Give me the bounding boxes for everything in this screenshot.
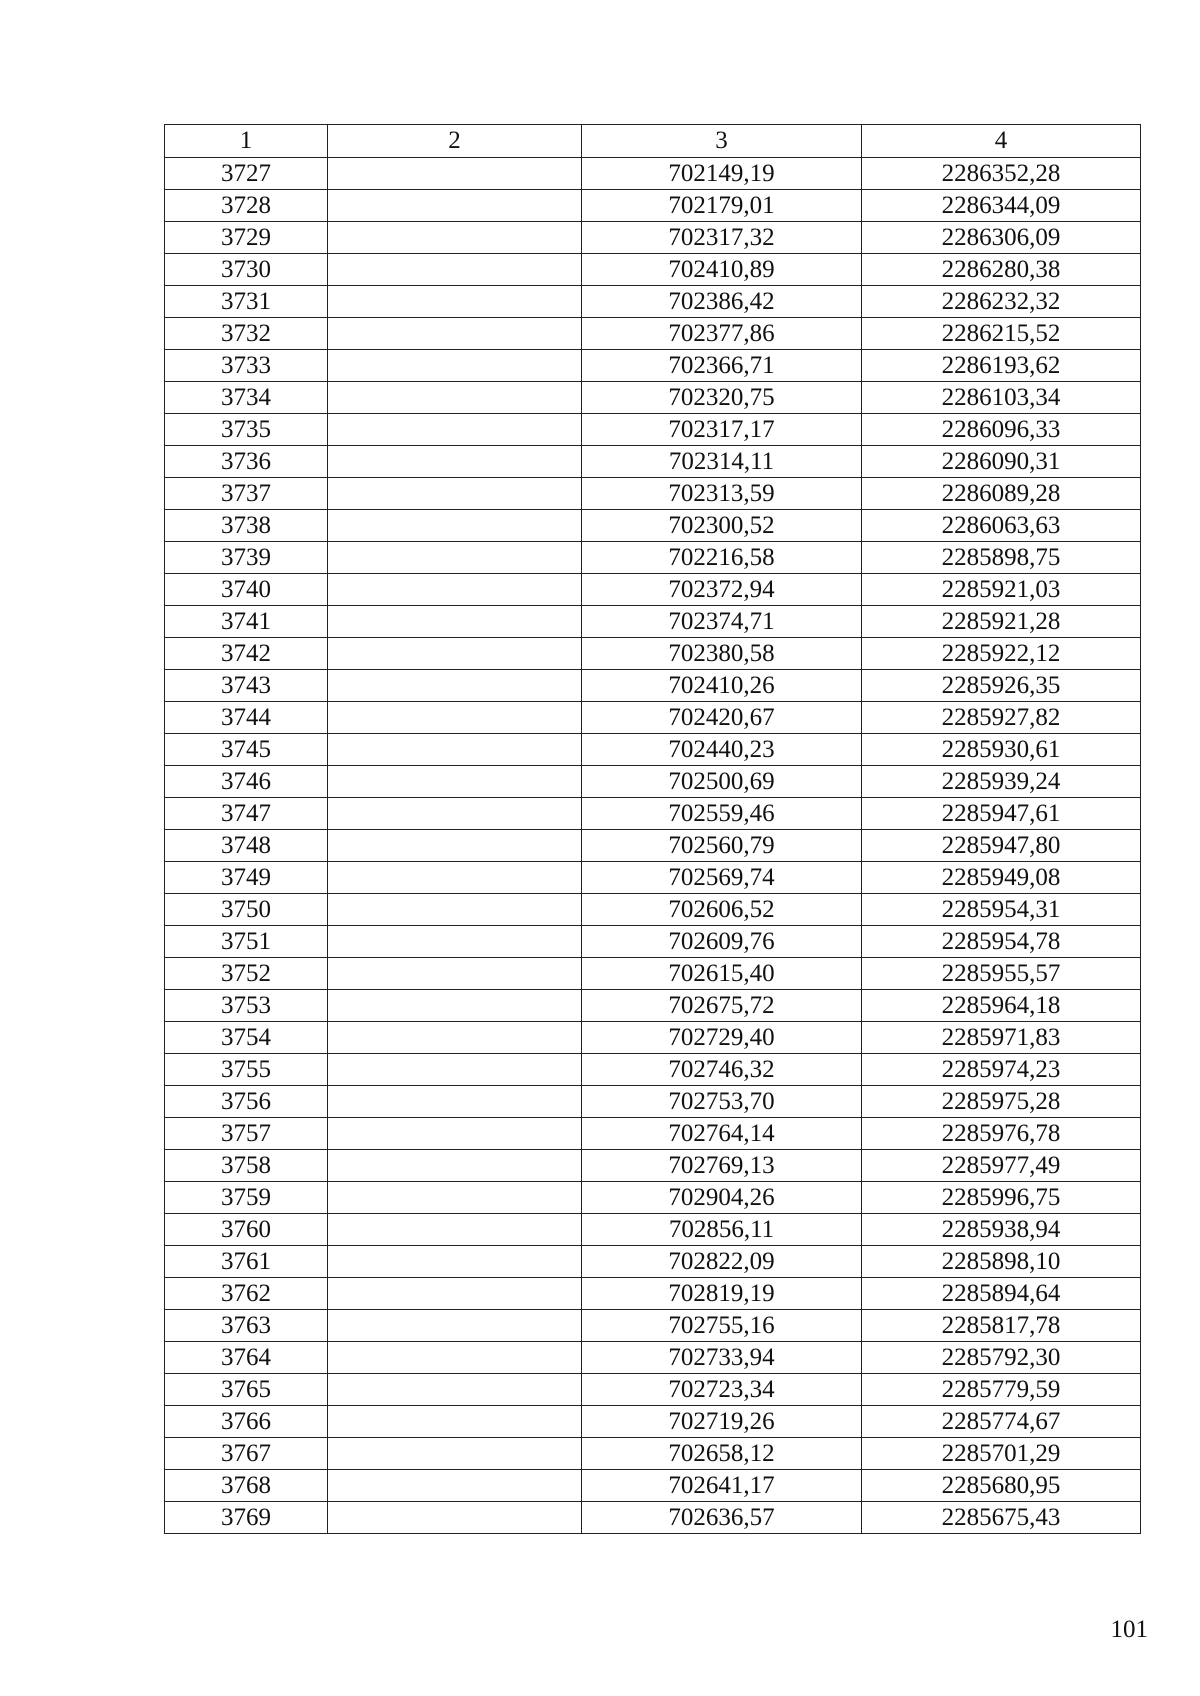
- point-number-cell: 3760: [165, 1214, 328, 1246]
- table-row: [165, 1502, 1141, 1534]
- description-cell: [328, 926, 582, 958]
- point-number-cell: 3739: [165, 542, 328, 574]
- x-coordinate-cell: 702658,12: [582, 1438, 862, 1470]
- point-number-cell: 3761: [165, 1246, 328, 1278]
- x-coordinate-cell: 702636,57: [582, 1502, 862, 1534]
- table-row: [165, 1310, 1141, 1342]
- point-number-cell: 3754: [165, 1022, 328, 1054]
- point-number-cell: 3732: [165, 318, 328, 350]
- x-coordinate-cell: 702819,19: [582, 1278, 862, 1310]
- point-number-cell: 3734: [165, 382, 328, 414]
- point-number-cell: 3750: [165, 894, 328, 926]
- point-number-cell: 3745: [165, 734, 328, 766]
- y-coordinate-cell: 2285779,59: [862, 1374, 1141, 1406]
- table-row: [165, 254, 1141, 286]
- x-coordinate-cell: 702856,11: [582, 1214, 862, 1246]
- y-coordinate-cell: 2285921,28: [862, 606, 1141, 638]
- y-coordinate-cell: 2286090,31: [862, 446, 1141, 478]
- y-coordinate-cell: 2285930,61: [862, 734, 1141, 766]
- x-coordinate-cell: 702377,86: [582, 318, 862, 350]
- table-row: [165, 1374, 1141, 1406]
- y-coordinate-cell: 2285976,78: [862, 1118, 1141, 1150]
- table-row: [165, 926, 1141, 958]
- description-cell: [328, 158, 582, 190]
- y-coordinate-cell: 2285675,43: [862, 1502, 1141, 1534]
- description-cell: [328, 1374, 582, 1406]
- x-coordinate-cell: 702755,16: [582, 1310, 862, 1342]
- y-coordinate-cell: 2285977,49: [862, 1150, 1141, 1182]
- table-row: [165, 190, 1141, 222]
- y-coordinate-cell: 2285996,75: [862, 1182, 1141, 1214]
- description-cell: [328, 1054, 582, 1086]
- x-coordinate-cell: 702410,26: [582, 670, 862, 702]
- y-coordinate-cell: 2286344,09: [862, 190, 1141, 222]
- table-row: [165, 318, 1141, 350]
- description-cell: [328, 1438, 582, 1470]
- x-coordinate-cell: 702675,72: [582, 990, 862, 1022]
- header-cell-3: 3: [582, 125, 862, 158]
- point-number-cell: 3727: [165, 158, 328, 190]
- point-number-cell: 3757: [165, 1118, 328, 1150]
- description-cell: [328, 1246, 582, 1278]
- x-coordinate-cell: 702729,40: [582, 1022, 862, 1054]
- y-coordinate-cell: 2286193,62: [862, 350, 1141, 382]
- y-coordinate-cell: 2285974,23: [862, 1054, 1141, 1086]
- description-cell: [328, 1182, 582, 1214]
- description-cell: [328, 798, 582, 830]
- header-cell-4: 4: [862, 125, 1141, 158]
- point-number-cell: 3744: [165, 702, 328, 734]
- x-coordinate-cell: 702560,79: [582, 830, 862, 862]
- point-number-cell: 3763: [165, 1310, 328, 1342]
- x-coordinate-cell: 702314,11: [582, 446, 862, 478]
- x-coordinate-cell: 702723,34: [582, 1374, 862, 1406]
- x-coordinate-cell: 702606,52: [582, 894, 862, 926]
- x-coordinate-cell: 702317,17: [582, 414, 862, 446]
- x-coordinate-cell: 702300,52: [582, 510, 862, 542]
- page-number: 101: [1110, 1616, 1148, 1643]
- x-coordinate-cell: 702719,26: [582, 1406, 862, 1438]
- table-row: [165, 1406, 1141, 1438]
- point-number-cell: 3766: [165, 1406, 328, 1438]
- table-row: [165, 670, 1141, 702]
- y-coordinate-cell: 2285939,24: [862, 766, 1141, 798]
- table-row: [165, 1214, 1141, 1246]
- x-coordinate-cell: 702320,75: [582, 382, 862, 414]
- x-coordinate-cell: 702904,26: [582, 1182, 862, 1214]
- description-cell: [328, 478, 582, 510]
- description-cell: [328, 1502, 582, 1534]
- table-row: [165, 350, 1141, 382]
- description-cell: [328, 766, 582, 798]
- description-cell: [328, 254, 582, 286]
- table-row: [165, 286, 1141, 318]
- x-coordinate-cell: 702440,23: [582, 734, 862, 766]
- point-number-cell: 3743: [165, 670, 328, 702]
- table-row: [165, 766, 1141, 798]
- point-number-cell: 3759: [165, 1182, 328, 1214]
- point-number-cell: 3752: [165, 958, 328, 990]
- point-number-cell: 3740: [165, 574, 328, 606]
- y-coordinate-cell: 2285922,12: [862, 638, 1141, 670]
- description-cell: [328, 446, 582, 478]
- table-row: [165, 1022, 1141, 1054]
- description-cell: [328, 1278, 582, 1310]
- point-number-cell: 3758: [165, 1150, 328, 1182]
- y-coordinate-cell: 2286063,63: [862, 510, 1141, 542]
- point-number-cell: 3748: [165, 830, 328, 862]
- table-row: [165, 510, 1141, 542]
- description-cell: [328, 702, 582, 734]
- description-cell: [328, 286, 582, 318]
- point-number-cell: 3762: [165, 1278, 328, 1310]
- point-number-cell: 3736: [165, 446, 328, 478]
- y-coordinate-cell: 2285975,28: [862, 1086, 1141, 1118]
- description-cell: [328, 1150, 582, 1182]
- x-coordinate-cell: 702374,71: [582, 606, 862, 638]
- y-coordinate-cell: 2285774,67: [862, 1406, 1141, 1438]
- point-number-cell: 3735: [165, 414, 328, 446]
- point-number-cell: 3755: [165, 1054, 328, 1086]
- description-cell: [328, 1406, 582, 1438]
- x-coordinate-cell: 702149,19: [582, 158, 862, 190]
- x-coordinate-cell: 702216,58: [582, 542, 862, 574]
- table-row: [165, 958, 1141, 990]
- description-cell: [328, 1086, 582, 1118]
- table-row: [165, 798, 1141, 830]
- table-row: [165, 1118, 1141, 1150]
- x-coordinate-cell: 702500,69: [582, 766, 862, 798]
- description-cell: [328, 542, 582, 574]
- description-cell: [328, 222, 582, 254]
- point-number-cell: 3728: [165, 190, 328, 222]
- table-row: [165, 446, 1141, 478]
- point-number-cell: 3738: [165, 510, 328, 542]
- description-cell: [328, 1022, 582, 1054]
- description-cell: [328, 830, 582, 862]
- point-number-cell: 3768: [165, 1470, 328, 1502]
- description-cell: [328, 574, 582, 606]
- y-coordinate-cell: 2285947,61: [862, 798, 1141, 830]
- table-row: [165, 478, 1141, 510]
- table-row: [165, 638, 1141, 670]
- y-coordinate-cell: 2285938,94: [862, 1214, 1141, 1246]
- table-row: [165, 894, 1141, 926]
- description-cell: [328, 1118, 582, 1150]
- header-cell-2: 2: [328, 125, 582, 158]
- y-coordinate-cell: 2285954,31: [862, 894, 1141, 926]
- description-cell: [328, 638, 582, 670]
- x-coordinate-cell: 702746,32: [582, 1054, 862, 1086]
- table-row: [165, 574, 1141, 606]
- table-row: [165, 702, 1141, 734]
- table-row: [165, 1150, 1141, 1182]
- description-cell: [328, 350, 582, 382]
- x-coordinate-cell: 702366,71: [582, 350, 862, 382]
- x-coordinate-cell: 702641,17: [582, 1470, 862, 1502]
- y-coordinate-cell: 2286089,28: [862, 478, 1141, 510]
- x-coordinate-cell: 702317,32: [582, 222, 862, 254]
- x-coordinate-cell: 702769,13: [582, 1150, 862, 1182]
- description-cell: [328, 670, 582, 702]
- coordinates-table: [164, 124, 1141, 1534]
- description-cell: [328, 606, 582, 638]
- table-row: [165, 158, 1141, 190]
- description-cell: [328, 510, 582, 542]
- x-coordinate-cell: 702313,59: [582, 478, 862, 510]
- table-row: [165, 542, 1141, 574]
- table-row: [165, 382, 1141, 414]
- y-coordinate-cell: 2285926,35: [862, 670, 1141, 702]
- y-coordinate-cell: 2285964,18: [862, 990, 1141, 1022]
- table-row: [165, 1278, 1141, 1310]
- table-row: [165, 1470, 1141, 1502]
- y-coordinate-cell: 2285947,80: [862, 830, 1141, 862]
- point-number-cell: 3751: [165, 926, 328, 958]
- description-cell: [328, 734, 582, 766]
- point-number-cell: 3746: [165, 766, 328, 798]
- description-cell: [328, 414, 582, 446]
- x-coordinate-cell: 702822,09: [582, 1246, 862, 1278]
- table-row: [165, 1342, 1141, 1374]
- table-row: [165, 222, 1141, 254]
- y-coordinate-cell: 2285898,75: [862, 542, 1141, 574]
- description-cell: [328, 894, 582, 926]
- point-number-cell: 3742: [165, 638, 328, 670]
- y-coordinate-cell: 2285921,03: [862, 574, 1141, 606]
- description-cell: [328, 862, 582, 894]
- table-row: [165, 1182, 1141, 1214]
- description-cell: [328, 1342, 582, 1374]
- table-row: [165, 414, 1141, 446]
- x-coordinate-cell: 702179,01: [582, 190, 862, 222]
- y-coordinate-cell: 2285792,30: [862, 1342, 1141, 1374]
- point-number-cell: 3731: [165, 286, 328, 318]
- table-row: [165, 830, 1141, 862]
- table-row: [165, 606, 1141, 638]
- y-coordinate-cell: 2285927,82: [862, 702, 1141, 734]
- point-number-cell: 3756: [165, 1086, 328, 1118]
- y-coordinate-cell: 2285680,95: [862, 1470, 1141, 1502]
- description-cell: [328, 190, 582, 222]
- table-row: [165, 1438, 1141, 1470]
- y-coordinate-cell: 2286352,28: [862, 158, 1141, 190]
- x-coordinate-cell: 702569,74: [582, 862, 862, 894]
- point-number-cell: 3741: [165, 606, 328, 638]
- description-cell: [328, 318, 582, 350]
- header-row: [165, 125, 1141, 158]
- point-number-cell: 3733: [165, 350, 328, 382]
- y-coordinate-cell: 2286215,52: [862, 318, 1141, 350]
- x-coordinate-cell: 702410,89: [582, 254, 862, 286]
- y-coordinate-cell: 2286306,09: [862, 222, 1141, 254]
- description-cell: [328, 1470, 582, 1502]
- description-cell: [328, 990, 582, 1022]
- table-row: [165, 1086, 1141, 1118]
- y-coordinate-cell: 2285894,64: [862, 1278, 1141, 1310]
- description-cell: [328, 1310, 582, 1342]
- point-number-cell: 3747: [165, 798, 328, 830]
- point-number-cell: 3769: [165, 1502, 328, 1534]
- y-coordinate-cell: 2286232,32: [862, 286, 1141, 318]
- point-number-cell: 3764: [165, 1342, 328, 1374]
- x-coordinate-cell: 702386,42: [582, 286, 862, 318]
- y-coordinate-cell: 2286096,33: [862, 414, 1141, 446]
- table-row: [165, 862, 1141, 894]
- y-coordinate-cell: 2286103,34: [862, 382, 1141, 414]
- x-coordinate-cell: 702615,40: [582, 958, 862, 990]
- description-cell: [328, 382, 582, 414]
- point-number-cell: 3730: [165, 254, 328, 286]
- y-coordinate-cell: 2285949,08: [862, 862, 1141, 894]
- x-coordinate-cell: 702372,94: [582, 574, 862, 606]
- y-coordinate-cell: 2285817,78: [862, 1310, 1141, 1342]
- header-cell-1: 1: [165, 125, 328, 158]
- point-number-cell: 3737: [165, 478, 328, 510]
- y-coordinate-cell: 2285954,78: [862, 926, 1141, 958]
- x-coordinate-cell: 702559,46: [582, 798, 862, 830]
- y-coordinate-cell: 2285955,57: [862, 958, 1141, 990]
- x-coordinate-cell: 702609,76: [582, 926, 862, 958]
- table-row: [165, 990, 1141, 1022]
- description-cell: [328, 1214, 582, 1246]
- table-body: [165, 158, 1141, 1534]
- point-number-cell: 3749: [165, 862, 328, 894]
- point-number-cell: 3767: [165, 1438, 328, 1470]
- y-coordinate-cell: 2285971,83: [862, 1022, 1141, 1054]
- point-number-cell: 3765: [165, 1374, 328, 1406]
- x-coordinate-cell: 702420,67: [582, 702, 862, 734]
- table-row: [165, 734, 1141, 766]
- y-coordinate-cell: 2285898,10: [862, 1246, 1141, 1278]
- y-coordinate-cell: 2286280,38: [862, 254, 1141, 286]
- x-coordinate-cell: 702764,14: [582, 1118, 862, 1150]
- x-coordinate-cell: 702380,58: [582, 638, 862, 670]
- description-cell: [328, 958, 582, 990]
- x-coordinate-cell: 702733,94: [582, 1342, 862, 1374]
- table-row: [165, 1246, 1141, 1278]
- table-header: [165, 125, 1141, 158]
- y-coordinate-cell: 2285701,29: [862, 1438, 1141, 1470]
- point-number-cell: 3753: [165, 990, 328, 1022]
- x-coordinate-cell: 702753,70: [582, 1086, 862, 1118]
- table-row: [165, 1054, 1141, 1086]
- point-number-cell: 3729: [165, 222, 328, 254]
